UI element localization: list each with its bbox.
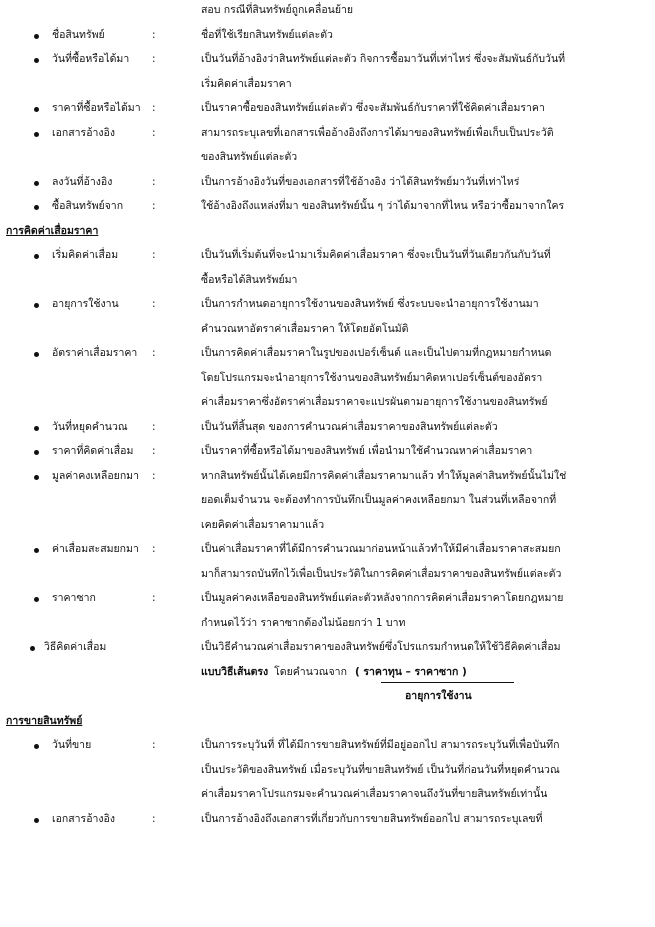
item-description: ซื้อหรือได้สินทรัพย์มา: [201, 273, 298, 286]
formula-numerator: ( ราคาทุน – ราคาซาก ): [354, 665, 467, 678]
item-colon: :: [152, 102, 156, 114]
item-colon: :: [152, 592, 156, 604]
bullet-icon: [34, 132, 39, 137]
bullet-icon: [30, 646, 35, 651]
bullet-icon: [34, 597, 39, 602]
bullet-icon: [34, 181, 39, 186]
item-colon: :: [152, 347, 156, 359]
item-term: เอกสารอ้างอิง: [52, 126, 115, 139]
item-term: วันที่หยุดคำนวณ: [52, 420, 128, 433]
item-colon: :: [152, 298, 156, 310]
method-mid-text: โดยคำนวณจาก: [274, 665, 347, 678]
item-colon: :: [152, 126, 156, 139]
item-description: เป็นวิธีคำนวณค่าเสื่อมราคาของสินทรัพย์ซึ่งโปรแกรมกำหนดให้ใช้วิธีคิดค่าเสื่อม: [201, 641, 561, 653]
item-term: เอกสารอ้างอิง: [52, 812, 115, 825]
item-colon: :: [152, 200, 156, 212]
item-term: วันที่ซื้อหรือได้มา: [52, 53, 130, 65]
formula-denominator: อายุการใช้งาน: [405, 690, 472, 702]
item-description: ของสินทรัพย์แต่ละตัว: [201, 151, 298, 163]
section-heading: การคิดค่าเสื่อมราคา: [6, 224, 99, 237]
item-colon: :: [152, 469, 156, 482]
item-term: ราคาซาก: [52, 592, 96, 604]
method-formula-line: [201, 666, 467, 679]
intro-line: สอบ กรณีที่สินทรัพย์ถูกเคลื่อนย้าย: [201, 4, 354, 16]
item-description: เป็นมูลค่าคงเหลือของสินทรัพย์แต่ละตัวหลังจากการคิดค่าเสื่อมราคาโดยกฎหมาย: [201, 592, 564, 604]
item-term: ราคาที่คิดค่าเสื่อม: [52, 445, 134, 457]
item-description: เป็นวันที่สิ้นสุด ของการคำนวณค่าเสื่อมราคาของสินทรัพย์แต่ละตัว: [201, 420, 498, 433]
item-description: หากสินทรัพย์นั้นได้เคยมีการคิดค่าเสื่อมราคามาแล้ว ทำให้มูลค่าสินทรัพย์นั้นไม่ใช่: [201, 469, 567, 482]
item-description: ค่าเสื่อมราคาโปรแกรมจะคำนวณค่าเสื่อมราคาจนถึงวันที่ขายสินทรัพย์เท่านั้น: [201, 788, 548, 800]
item-term: วันที่ขาย: [52, 739, 92, 751]
bullet-icon: [34, 548, 39, 553]
item-description: เป็นราคาที่ซื้อหรือได้มาของสินทรัพย์ เพื่อนำมาใช้คำนวณหาค่าเสื่อมราคา: [201, 445, 533, 457]
item-colon: :: [152, 739, 156, 751]
item-description: เคยคิดค่าเสื่อมราคามาแล้ว: [201, 518, 325, 531]
item-term: มูลค่าคงเหลือยกมา: [52, 469, 140, 482]
bullet-icon: [34, 475, 39, 480]
item-description: ชื่อที่ใช้เรียกสินทรัพย์แต่ละตัว: [201, 28, 333, 41]
section-heading: การขายสินทรัพย์: [6, 714, 83, 727]
item-colon: :: [152, 543, 156, 555]
item-description: เป็นการกำหนดอายุการใช้งานของสินทรัพย์ ซึ่งระบบจะนำอายุการใช้งานมา: [201, 298, 539, 310]
item-colon: :: [152, 53, 156, 65]
item-description: สามารถระบุเลขที่เอกสารเพื่ออ้างอิงถึงการได้มาของสินทรัพย์เพื่อเก็บเป็นประวัติ: [201, 126, 554, 139]
item-colon: :: [152, 28, 156, 41]
item-term: เริ่มคิดค่าเสื่อม: [52, 249, 119, 261]
item-colon: :: [152, 812, 156, 825]
formula-fraction-bar: [381, 682, 514, 683]
item-description: เป็นประวัติของสินทรัพย์ เมื่อระบุวันที่ขายสินทรัพย์ เป็นวันที่ก่อนวันที่หยุดคำนวณ: [201, 763, 560, 776]
item-description: เริ่มคิดค่าเสื่อมราคา: [201, 77, 292, 90]
bullet-icon: [34, 818, 39, 823]
item-description: เป็นการระบุวันที่ ที่ได้มีการขายสินทรัพย์ที่มีอยู่ออกไป สามารถระบุวันที่เพื่อบันทึก: [201, 739, 560, 751]
item-description: ใช้อ้างอิงถึงแหล่งที่มา ของสินทรัพย์นั้น ๆ ว่าได้มาจากที่ไหน หรือว่าซื้อมาจากใคร: [201, 200, 565, 212]
item-term: ค่าเสื่อมสะสมยกมา: [52, 543, 139, 555]
bullet-icon: [34, 58, 39, 63]
item-term: ราคาที่ซื้อหรือได้มา: [52, 102, 141, 114]
bullet-icon: [34, 205, 39, 210]
item-description: เป็นค่าเสื่อมราคาที่ได้มีการคำนวณมาก่อนหน้าแล้วทำให้มีค่าเสื่อมราคาสะสมยก: [201, 543, 561, 555]
bullet-icon: [34, 744, 39, 749]
item-description: เป็นการอ้างอิงวันที่ของเอกสารที่ใช้อ้างอิง ว่าได้สินทรัพย์มาวันที่เท่าไหร่: [201, 175, 520, 188]
bullet-icon: [34, 450, 39, 455]
bullet-icon: [34, 352, 39, 357]
bullet-icon: [34, 426, 39, 431]
item-description: เป็นวันที่อ้างอิงว่าสินทรัพย์แต่ละตัว กิจการซื้อมาวันที่เท่าไหร่ ซึ่งจะสัมพันธ์กับวันที่: [201, 53, 566, 65]
item-description: ค่าเสื่อมราคาซึ่งอัตราค่าเสื่อมราคาจะแปรผันตามอายุการใช้งานของสินทรัพย์: [201, 396, 548, 408]
item-term: อัตราค่าเสื่อมราคา: [52, 347, 138, 359]
item-description: กำหนดไว้ว่า ราคาซากต้องไม่น้อยกว่า 1 บาท: [201, 616, 406, 629]
bullet-icon: [34, 107, 39, 112]
bullet-icon: [34, 34, 39, 39]
item-description: โดยโปรแกรมจะนำอายุการใช้งานของสินทรัพย์มาคิดหาเปอร์เซ็นต์ของอัตรา: [201, 371, 543, 384]
item-description: มาก็สามารถบันทึกไว้เพื่อเป็นประวัติในการคิดค่าเสื่อมราคาของสินทรัพย์แต่ละตัว: [201, 567, 562, 580]
bullet-icon: [34, 254, 39, 259]
item-description: ยอดเต็มจำนวน จะต้องทำการบันทึกเป็นมูลค่าคงเหลือยกมา ในส่วนที่เหลือจากที่: [201, 494, 557, 506]
item-term: ซื้อสินทรัพย์จาก: [52, 200, 124, 212]
item-description: เป็นการอ้างอิงถึงเอกสารที่เกี่ยวกับการขายสินทรัพย์ออกไป สามารถระบุเลขที่: [201, 812, 543, 825]
item-term: ชื่อสินทรัพย์: [52, 28, 105, 41]
method-name: แบบวิธีเส้นตรง: [201, 665, 269, 678]
item-term: ลงวันที่อ้างอิง: [52, 175, 113, 188]
item-colon: :: [152, 420, 156, 433]
item-colon: :: [152, 175, 156, 188]
item-term: อายุการใช้งาน: [52, 298, 119, 310]
item-description: เป็นการคิดค่าเสื่อมราคาในรูปของเปอร์เซ็นต์ และเป็นไปตามที่กฎหมายกำหนด: [201, 347, 552, 359]
bullet-icon: [34, 303, 39, 308]
item-description: คำนวณหาอัตราค่าเสื่อมราคา ให้โดยอัตโนมัติ: [201, 322, 409, 335]
item-term: วิธีคิดค่าเสื่อม: [44, 641, 107, 653]
item-description: เป็นราคาซื้อของสินทรัพย์แต่ละตัว ซึ่งจะสัมพันธ์กับราคาที่ใช้คิดค่าเสื่อมราคา: [201, 102, 545, 114]
item-description: เป็นวันที่เริ่มต้นที่จะนำมาเริ่มคิดค่าเสื่อมราคา ซึ่งจะเป็นวันที่วันเดียวกันกับวันที่: [201, 249, 551, 261]
item-colon: :: [152, 249, 156, 261]
item-colon: :: [152, 445, 156, 457]
